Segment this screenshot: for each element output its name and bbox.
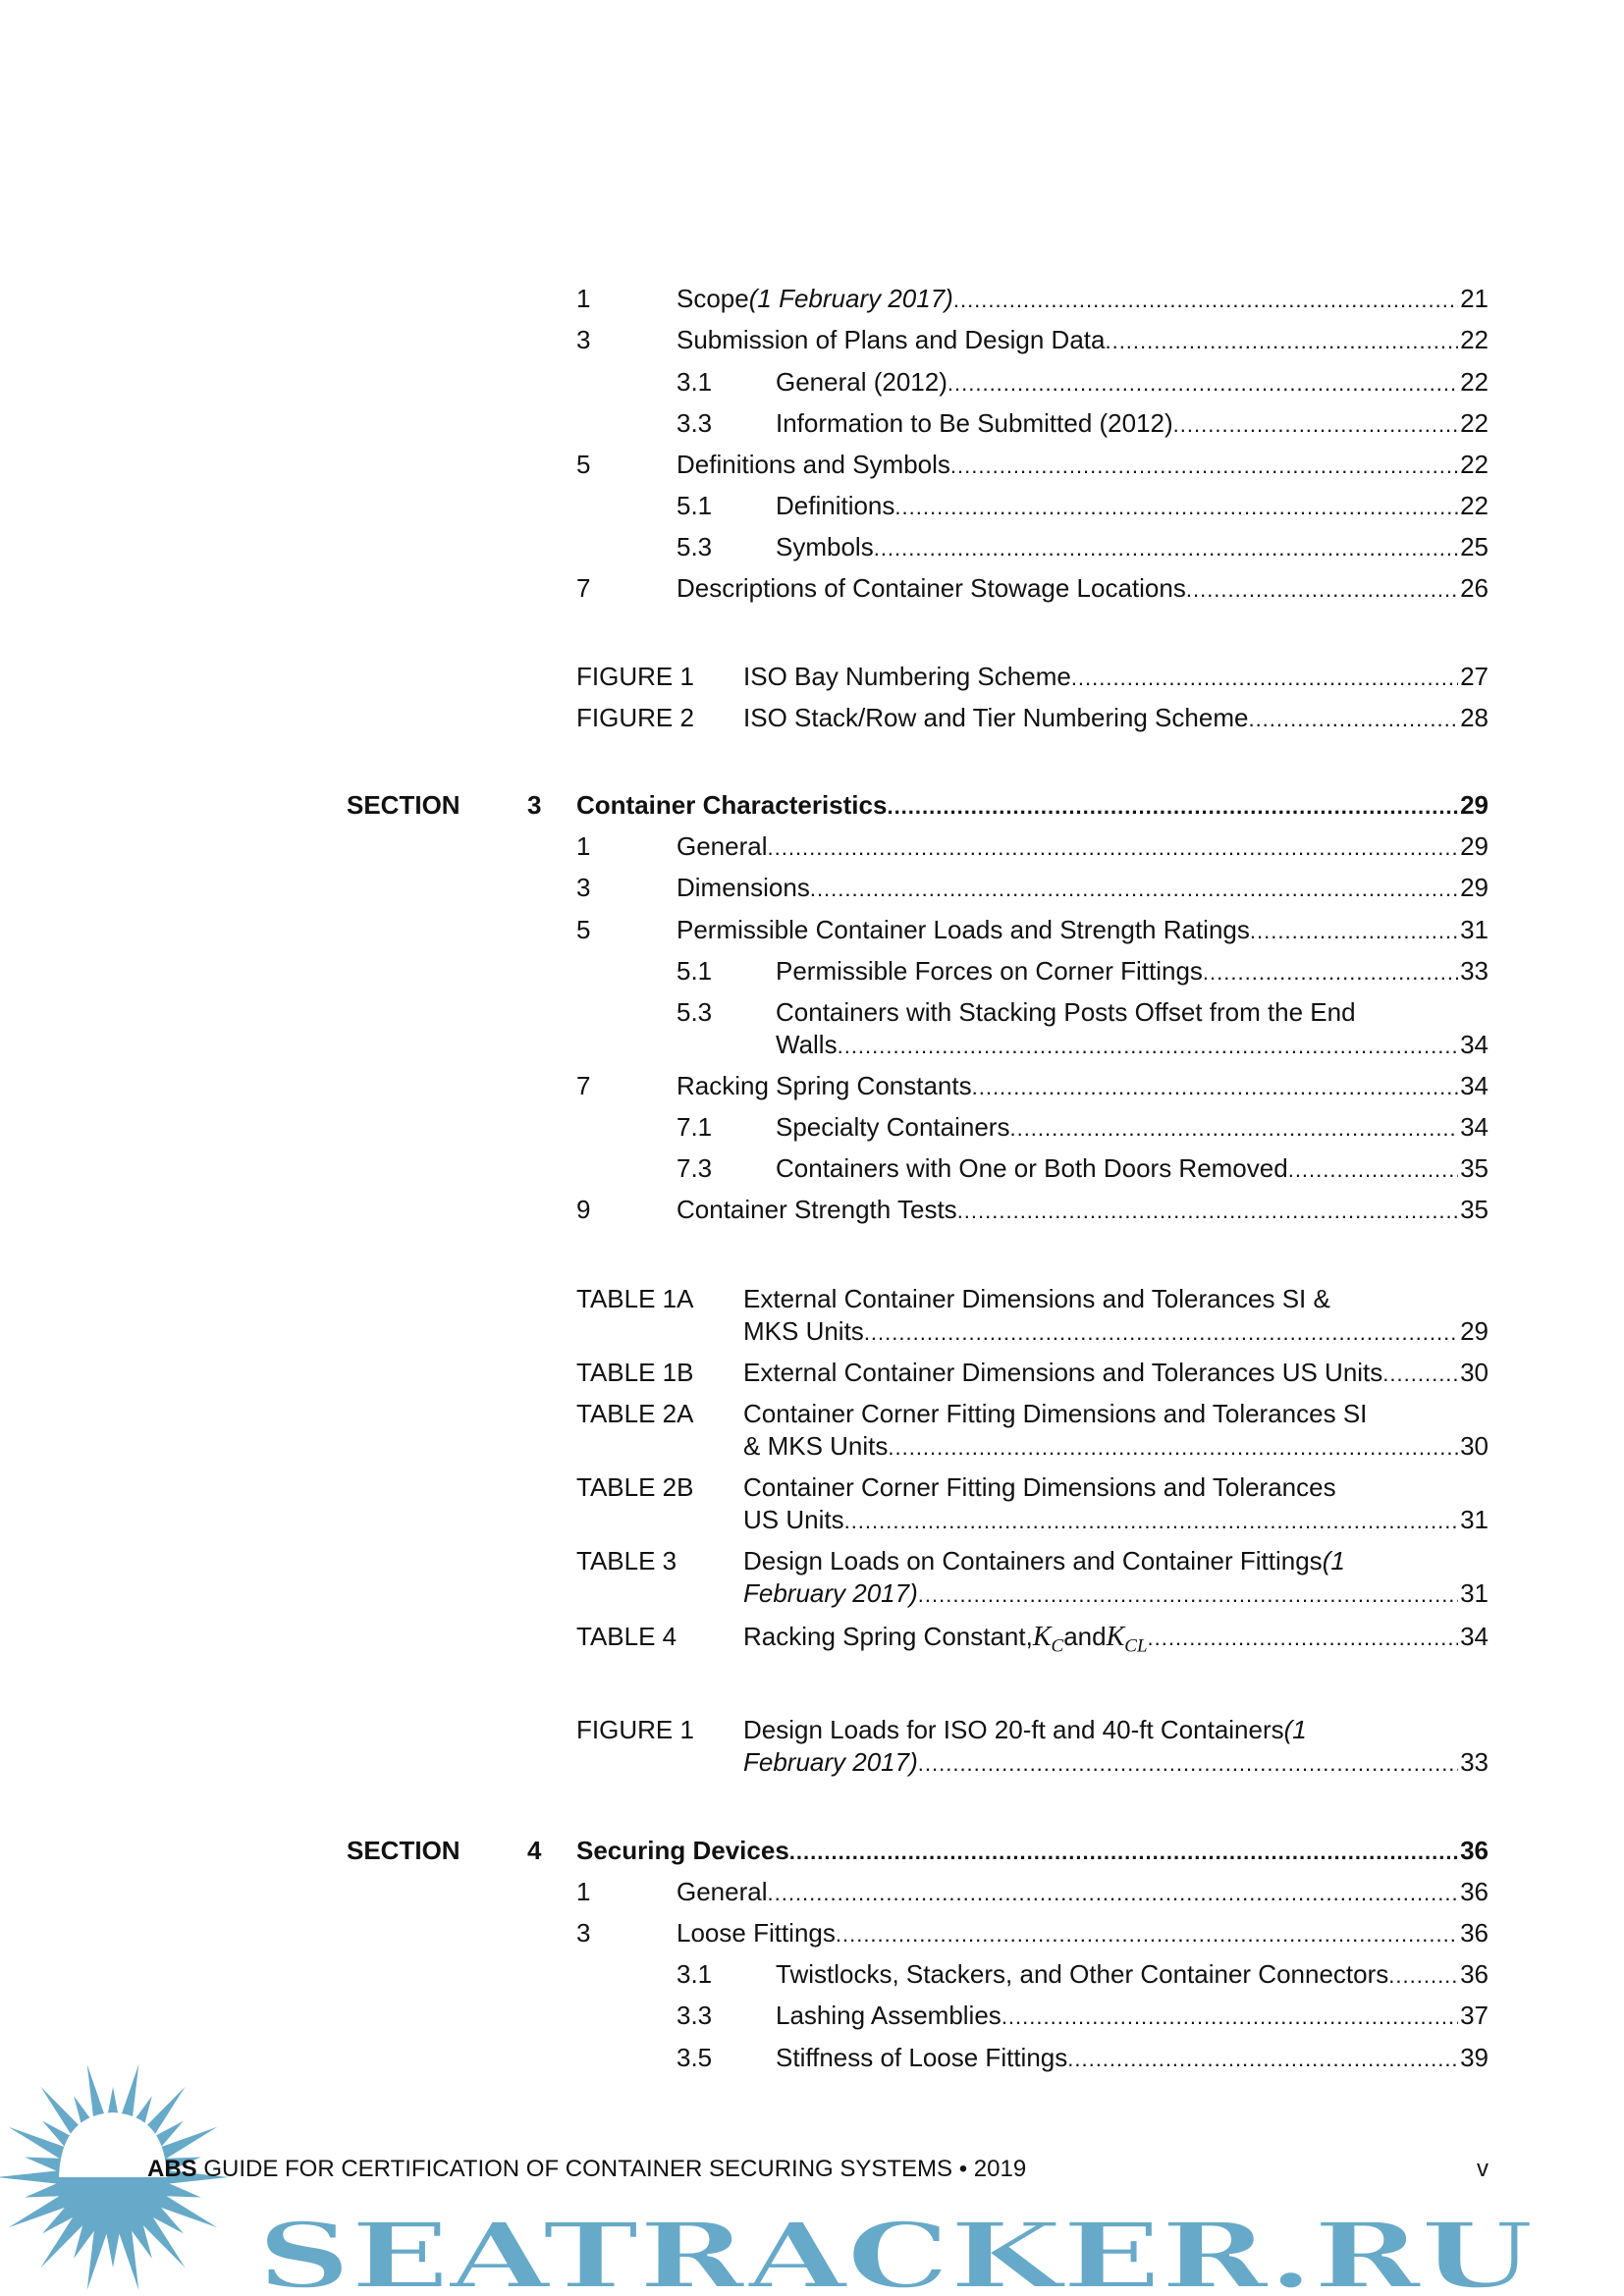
dot-leader: [953, 284, 1458, 316]
dot-leader: [1186, 573, 1458, 606]
entry-title: General (2012): [776, 366, 947, 397]
entry-number: 3: [576, 1918, 591, 1949]
entry-title-continued: MKS Units: [743, 1315, 864, 1346]
page-number: 29: [1460, 873, 1489, 903]
entry-line: [776, 996, 1489, 1029]
page-number: 21: [1460, 284, 1489, 314]
dot-leader: [768, 1877, 1459, 1909]
entry-title-block: [743, 661, 1489, 694]
entry-title-block: [677, 1070, 1489, 1103]
entry-line: [743, 1315, 1489, 1349]
dot-leader: [1071, 662, 1458, 694]
dot-leader: [888, 1431, 1458, 1464]
entry-number: 3.5: [677, 2042, 713, 2072]
entry-line: [743, 1471, 1489, 1504]
entry-number: FIGURE 2: [576, 703, 694, 733]
entry-number: TABLE 1A: [576, 1283, 694, 1313]
dot-leader: [972, 1071, 1458, 1103]
page-number: 36: [1460, 1918, 1489, 1949]
section-label: SECTION: [347, 1836, 460, 1866]
entry-title: Containers with Stacking Posts Offset from the End: [776, 996, 1356, 1027]
dot-leader: [957, 1195, 1458, 1227]
dot-leader: [918, 1578, 1458, 1611]
entry-line: [743, 1283, 1489, 1315]
entry-title-continued-italic: February 2017): [743, 1578, 918, 1609]
entry-number: 1: [576, 284, 591, 314]
entry-title: Racking Spring Constant,: [743, 1621, 1033, 1651]
entry-title-block: [743, 1545, 1489, 1611]
entry-title: Lashing Assemblies: [776, 2001, 1001, 2031]
page-number: 22: [1460, 490, 1489, 520]
page-number: 31: [1460, 1505, 1489, 1535]
page-number: 29: [1460, 790, 1489, 821]
entry-line: [743, 1398, 1489, 1430]
entry-line: [776, 1152, 1489, 1186]
page-number: 28: [1460, 703, 1489, 733]
watermark-text: SEATRACKER.RU: [257, 2203, 1534, 2296]
entry-line: [677, 1194, 1489, 1227]
entry-title: ISO Stack/Row and Tier Numbering Scheme: [743, 703, 1249, 733]
entry-title-block: [776, 1958, 1489, 1992]
page-number: 33: [1460, 955, 1489, 986]
entry-title: Containers with One or Both Doors Removed: [776, 1153, 1288, 1184]
entry-line: [776, 1029, 1489, 1062]
entry-line: [677, 830, 1489, 864]
entry-line: [743, 661, 1489, 694]
entry-number: 3: [576, 873, 591, 903]
k-cl-symbol: $K_{CL}$: [1106, 1621, 1148, 1657]
entry-title: Submission of Plans and Design Data: [677, 325, 1106, 355]
entry-title-continued: & MKS Units: [743, 1430, 889, 1461]
dot-leader: [1105, 325, 1458, 357]
entry-title-continued-italic: February 2017): [743, 1746, 918, 1777]
page-number: 30: [1460, 1430, 1489, 1461]
page-number: 37: [1460, 2001, 1489, 2031]
page-number: 34: [1460, 1029, 1489, 1059]
entry-title: External Container Dimensions and Tolerances SI &: [743, 1283, 1330, 1313]
entry-title-block: [677, 1194, 1489, 1227]
entry-title-block: [776, 407, 1489, 441]
page-number: 27: [1460, 662, 1489, 692]
dot-leader: [1173, 408, 1458, 441]
dot-leader: [947, 367, 1458, 400]
footer-text: GUIDE FOR CERTIFICATION OF CONTAINER SECURING SYSTEMS • 2019: [196, 2156, 1027, 2182]
entry-line: [743, 1545, 1489, 1577]
entry-line: [776, 2000, 1489, 2033]
entry-title-block: [743, 1398, 1489, 1464]
entry-line: [776, 407, 1489, 441]
entry-title: External Container Dimensions and Tolerances US Units: [743, 1357, 1383, 1387]
entry-line: [743, 1357, 1489, 1390]
page-number: 29: [1460, 1315, 1489, 1346]
entry-number: TABLE 4: [576, 1621, 677, 1651]
entry-title: Twistlocks, Stackers, and Other Container Connectors: [776, 1959, 1389, 1990]
dot-leader: [836, 1918, 1458, 1950]
entry-line: [743, 1430, 1489, 1464]
subscript: CL: [1124, 1635, 1148, 1657]
entry-line: [743, 1714, 1489, 1746]
entry-title: Loose Fittings: [677, 1918, 836, 1949]
page-number: 22: [1460, 449, 1489, 479]
entry-line: [743, 1746, 1489, 1780]
entry-title-block: [776, 1152, 1489, 1186]
entry-title-block: [677, 324, 1489, 357]
entry-title-block: [743, 702, 1489, 735]
dot-leader: [1250, 915, 1458, 947]
entry-title-italic: (1 February 2017): [748, 284, 953, 314]
entry-line: [776, 1958, 1489, 1992]
entry-line: [743, 702, 1489, 735]
entry-line: [576, 789, 1489, 823]
entry-number: 5: [576, 449, 591, 479]
entry-line: [776, 531, 1489, 564]
entry-line: [677, 283, 1489, 316]
entry-title-continued: US Units: [743, 1505, 844, 1535]
entry-line: [776, 1111, 1489, 1145]
page-number: 31: [1460, 914, 1489, 944]
entry-number: 7: [576, 1070, 591, 1100]
dot-leader: [874, 532, 1458, 564]
entry-title-italic: (1: [1283, 1714, 1307, 1744]
entry-number: 7.1: [677, 1112, 713, 1143]
dot-leader: [789, 1836, 1458, 1868]
entry-line: [677, 872, 1489, 905]
page-number: 36: [1460, 1836, 1489, 1866]
entry-title-block: [743, 1714, 1489, 1780]
entry-number: 5.3: [677, 996, 713, 1027]
entry-line: [743, 1577, 1489, 1611]
footer-brand: ABS: [147, 2156, 197, 2182]
page-number: 22: [1460, 407, 1489, 438]
entry-number: 3: [527, 790, 542, 821]
page-number: 36: [1460, 1959, 1489, 1990]
entry-title: Container Corner Fitting Dimensions and Tolerances: [743, 1472, 1336, 1503]
k-c-symbol: $K_C$: [1032, 1621, 1064, 1657]
entry-line: [743, 1504, 1489, 1537]
entry-title-block: [743, 1621, 1489, 1663]
page-number: 22: [1460, 325, 1489, 355]
entry-line: [743, 1621, 1489, 1663]
entry-title-block: [776, 996, 1489, 1062]
footer-title: [147, 2156, 1026, 2183]
entry-number: 9: [576, 1195, 591, 1225]
entry-number: 3: [576, 325, 591, 355]
entry-title: Permissible Container Loads and Strength Ratings: [677, 914, 1250, 944]
page-number: 39: [1460, 2042, 1489, 2072]
page-number: 34: [1460, 1621, 1489, 1651]
entry-title-block: [576, 1835, 1489, 1868]
entry-title-block: [776, 531, 1489, 564]
entry-title-joiner: and: [1063, 1621, 1107, 1651]
page-number: 34: [1460, 1070, 1489, 1100]
dot-leader: [1203, 956, 1458, 988]
entry-line: [677, 1917, 1489, 1950]
entry-number: 5: [576, 914, 591, 944]
entry-title: Specialty Containers: [776, 1112, 1010, 1143]
entry-number: 3.1: [677, 1959, 713, 1990]
page-number: 33: [1460, 1746, 1489, 1777]
entry-line: [776, 955, 1489, 988]
entry-number: 3.3: [677, 2001, 713, 2031]
entry-number: 1: [576, 1877, 591, 1907]
entry-title: Definitions: [776, 490, 895, 520]
entry-title: Container Characteristics: [576, 790, 888, 821]
entry-title: Permissible Forces on Corner Fittings: [776, 955, 1203, 986]
entry-title: Scope: [677, 284, 749, 314]
entry-title-block: [743, 1471, 1489, 1537]
entry-title-block: [576, 789, 1489, 823]
entry-title: ISO Bay Numbering Scheme: [743, 662, 1071, 692]
dot-leader: [894, 491, 1458, 523]
page-number: 34: [1460, 1112, 1489, 1143]
dot-leader: [1148, 1622, 1459, 1654]
entry-title-block: [677, 1917, 1489, 1950]
entry-title: Design Loads on Containers and Container Fittings: [743, 1546, 1323, 1576]
dot-leader: [1382, 1358, 1458, 1390]
entry-line: [677, 1876, 1489, 1909]
page-number: 31: [1460, 1578, 1489, 1609]
entry-title-italic: (1: [1322, 1546, 1345, 1576]
dot-leader: [864, 1316, 1458, 1349]
entry-title: Container Strength Tests: [677, 1195, 957, 1225]
entry-title: Stiffness of Loose Fittings: [776, 2042, 1068, 2072]
dot-leader: [950, 450, 1458, 482]
entry-title: Racking Spring Constants: [677, 1070, 972, 1100]
entry-number: FIGURE 1: [576, 662, 694, 692]
page-number: 30: [1460, 1357, 1489, 1387]
entry-line: [776, 366, 1489, 400]
entry-title: General: [677, 831, 768, 862]
entry-title-continued: Walls: [776, 1029, 838, 1059]
page-number: 26: [1460, 573, 1489, 604]
entry-number: 5.3: [677, 531, 713, 561]
entry-title-block: [677, 1876, 1489, 1909]
entry-title: Container Corner Fitting Dimensions and Tolerances SI: [743, 1398, 1368, 1428]
entry-title: Information to Be Submitted (2012): [776, 407, 1173, 438]
entry-number: 1: [576, 831, 591, 862]
section-label: SECTION: [347, 790, 460, 821]
entry-title-block: [776, 1111, 1489, 1145]
page-number: 35: [1460, 1153, 1489, 1184]
page-number: 22: [1460, 366, 1489, 397]
page-number: v: [1477, 2156, 1489, 2182]
dot-leader: [1388, 1959, 1458, 1992]
dot-leader: [1248, 703, 1458, 735]
dot-leader: [810, 873, 1458, 905]
entry-number: 4: [527, 1836, 542, 1866]
entry-number: TABLE 2A: [576, 1398, 694, 1428]
entry-title-block: [677, 572, 1489, 606]
entry-line: [776, 490, 1489, 523]
entry-title-block: [776, 490, 1489, 523]
entry-line: [677, 914, 1489, 947]
entry-line: [677, 572, 1489, 606]
entry-number: 3.1: [677, 366, 713, 397]
entry-title-block: [677, 449, 1489, 482]
entry-title: General: [677, 1877, 768, 1907]
entry-number: 7.3: [677, 1153, 713, 1184]
entry-title: Symbols: [776, 531, 874, 561]
entry-number: 5.1: [677, 490, 713, 520]
page-number: 25: [1460, 531, 1489, 561]
dot-leader: [838, 1030, 1458, 1062]
entry-number: 3.3: [677, 407, 713, 438]
entry-title-block: [776, 366, 1489, 400]
entry-title-block: [743, 1283, 1489, 1349]
entry-number: TABLE 2B: [576, 1472, 694, 1503]
entry-title-block: [776, 955, 1489, 988]
entry-title-block: [677, 914, 1489, 947]
dot-leader: [768, 831, 1459, 864]
entry-title-block: [677, 830, 1489, 864]
entry-title: Descriptions of Container Stowage Locations: [677, 573, 1186, 604]
entry-title: Securing Devices: [576, 1836, 789, 1866]
entry-number: 7: [576, 573, 591, 604]
entry-title: Dimensions: [677, 873, 810, 903]
page-footer: [147, 2156, 1489, 2183]
entry-title-block: [776, 2000, 1489, 2033]
entry-line: [677, 449, 1489, 482]
page-number: 36: [1460, 1877, 1489, 1907]
entry-line: [677, 1070, 1489, 1103]
entry-number: 5.1: [677, 955, 713, 986]
entry-number: FIGURE 1: [576, 1714, 694, 1744]
entry-line: [677, 324, 1489, 357]
entry-title: Definitions and Symbols: [677, 449, 950, 479]
entry-title-block: [677, 283, 1489, 316]
entry-title-block: [743, 1357, 1489, 1390]
entry-title-block: [677, 872, 1489, 905]
entry-title: Design Loads for ISO 20-ft and 40-ft Containers: [743, 1714, 1284, 1744]
dot-leader: [918, 1747, 1458, 1780]
entry-line: [576, 1835, 1489, 1868]
dot-leader: [1001, 2001, 1458, 2033]
dot-leader: [1009, 1112, 1458, 1145]
page-number: 35: [1460, 1195, 1489, 1225]
dot-leader: [1288, 1153, 1458, 1186]
entry-number: TABLE 1B: [576, 1357, 694, 1387]
dot-leader: [887, 790, 1458, 823]
dot-leader: [844, 1505, 1459, 1537]
page-number: 29: [1460, 831, 1489, 862]
entry-number: TABLE 3: [576, 1546, 677, 1576]
subscript: C: [1051, 1635, 1064, 1657]
